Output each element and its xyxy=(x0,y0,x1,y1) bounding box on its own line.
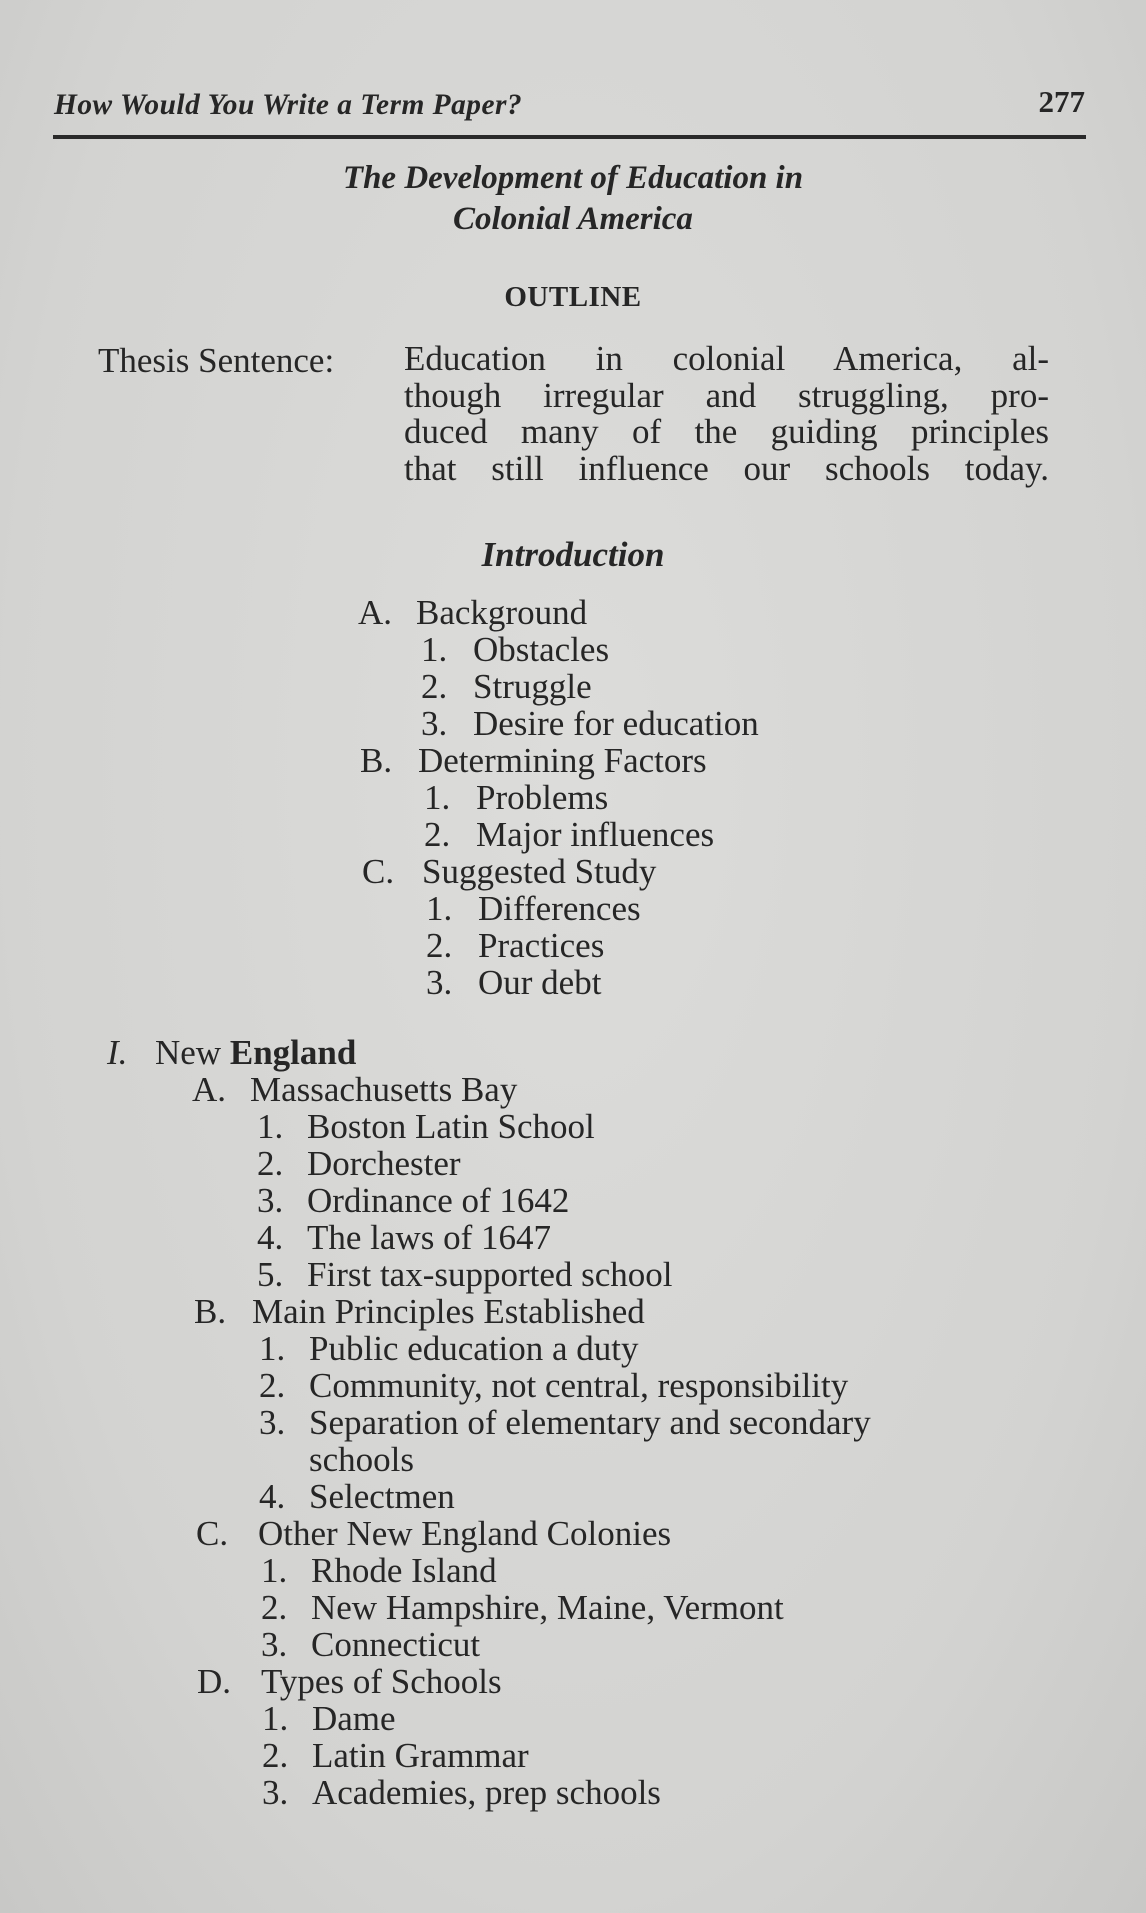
outline-subitem xyxy=(424,816,714,853)
outline-subitem xyxy=(257,1182,569,1219)
item-text: Types of Schools xyxy=(261,1662,502,1701)
item-text: Boston Latin School xyxy=(307,1107,595,1146)
item-text: Struggle xyxy=(473,667,592,706)
outline-subitem xyxy=(261,1552,497,1589)
item-text: Dame xyxy=(312,1699,396,1738)
item-label: C. xyxy=(362,852,395,891)
item-label: A. xyxy=(358,593,393,632)
outline-subitem xyxy=(261,1626,480,1663)
outline-subitem xyxy=(259,1330,639,1367)
item-text: Connecticut xyxy=(311,1625,481,1664)
outline-subitem xyxy=(261,1589,784,1626)
outline-subitem xyxy=(259,1478,455,1515)
item-text: Rhode Island xyxy=(311,1551,497,1590)
outline-item xyxy=(360,742,707,779)
item-label: 4. xyxy=(259,1477,286,1516)
outline-item xyxy=(192,1071,517,1108)
item-text: New Hampshire, Maine, Vermont xyxy=(311,1588,784,1627)
section-heading-word: England xyxy=(229,1033,357,1072)
outline-heading: OUTLINE xyxy=(504,281,642,313)
item-text: Differences xyxy=(478,889,641,928)
section-label: I. xyxy=(107,1033,128,1072)
item-label: 1. xyxy=(262,1699,289,1738)
item-label: 1. xyxy=(421,630,448,669)
item-text: Latin Grammar xyxy=(312,1736,529,1775)
thesis-sentence xyxy=(404,341,1049,488)
outline-item xyxy=(362,853,656,890)
document-title-line-2: Colonial America xyxy=(453,201,693,237)
item-label: 3. xyxy=(262,1773,289,1812)
item-label: B. xyxy=(360,741,393,780)
outline-subitem xyxy=(426,890,641,927)
item-label: 3. xyxy=(259,1403,286,1442)
item-label: 3. xyxy=(421,704,448,743)
item-label: 1. xyxy=(257,1107,284,1146)
document-title-line-1: The Development of Education in xyxy=(342,160,804,196)
thesis-label: Thesis Sentence: xyxy=(98,341,335,380)
thesis-line: that still influence our schools today. xyxy=(404,449,1049,489)
item-text: Main Principles Established xyxy=(252,1292,645,1331)
item-label: 2. xyxy=(421,667,448,706)
outline-subitem xyxy=(257,1108,595,1145)
item-label: 1. xyxy=(424,778,451,817)
item-label: 2. xyxy=(257,1144,284,1183)
outline-item xyxy=(197,1663,502,1700)
item-text: Our debt xyxy=(478,963,602,1002)
running-head-title: How Would You Write a Term Paper? xyxy=(54,88,523,121)
item-text: Dorchester xyxy=(307,1144,461,1183)
item-label: 2. xyxy=(424,815,451,854)
item-label: D. xyxy=(197,1662,232,1701)
outline-subitem xyxy=(424,779,608,816)
item-text: Separation of elementary and secondary xyxy=(309,1403,871,1442)
outline-subitem xyxy=(257,1145,461,1182)
item-label: 5. xyxy=(257,1255,284,1294)
outline-subitem xyxy=(426,964,601,1001)
item-label: 2. xyxy=(262,1736,289,1775)
outline-subitem xyxy=(257,1219,551,1256)
outline-subitem xyxy=(262,1737,529,1774)
item-text: Suggested Study xyxy=(422,852,657,891)
item-text: Determining Factors xyxy=(418,741,707,780)
introduction-heading: Introduction xyxy=(481,535,665,574)
item-text: Ordinance of 1642 xyxy=(307,1181,570,1220)
item-label: 2. xyxy=(261,1588,288,1627)
item-label: 1. xyxy=(261,1551,288,1590)
item-label: B. xyxy=(194,1292,227,1331)
item-text: Massachusetts Bay xyxy=(250,1070,518,1109)
item-label: 2. xyxy=(259,1366,286,1405)
item-label: 1. xyxy=(259,1329,286,1368)
header-rule xyxy=(53,135,1086,139)
item-label: 3. xyxy=(426,963,453,1002)
outline-item xyxy=(194,1293,645,1330)
item-text: Major influences xyxy=(476,815,715,854)
item-label: 2. xyxy=(426,926,453,965)
thesis-line: Education in colonial America, al- xyxy=(404,339,1049,378)
outline-item xyxy=(358,594,587,631)
item-text: Community, not central, responsibility xyxy=(309,1366,849,1405)
item-text: Obstacles xyxy=(473,630,610,669)
outline-subitem xyxy=(262,1700,396,1737)
outline-subitem xyxy=(421,705,759,742)
section-heading-word: New xyxy=(155,1033,222,1072)
thesis-line: duced many of the guiding principles xyxy=(404,412,1049,452)
outline-item xyxy=(196,1515,671,1552)
page-number: 277 xyxy=(1038,84,1085,119)
item-text: Academies, prep schools xyxy=(312,1773,661,1812)
item-text: Background xyxy=(416,593,588,632)
item-label: 4. xyxy=(257,1218,284,1257)
item-text: Public education a duty xyxy=(309,1329,639,1368)
item-label: 3. xyxy=(261,1625,288,1664)
item-label: 3. xyxy=(257,1181,284,1220)
outline-subitem xyxy=(426,927,604,964)
outline-subitem xyxy=(259,1404,871,1441)
item-text: Practices xyxy=(478,926,605,965)
outline-subitem xyxy=(421,668,592,705)
item-text: The laws of 1647 xyxy=(307,1218,551,1257)
thesis-line: though irregular and struggling, pro- xyxy=(404,375,1049,415)
item-text: Desire for education xyxy=(473,704,759,743)
item-text: Other New England Colonies xyxy=(258,1514,672,1553)
item-label: C. xyxy=(196,1514,229,1553)
section-heading xyxy=(107,1034,356,1071)
outline-subitem-continuation: schools xyxy=(309,1440,414,1479)
item-text: Selectmen xyxy=(309,1477,455,1516)
outline-subitem xyxy=(421,631,609,668)
outline-subitem xyxy=(259,1367,848,1404)
item-label: 1. xyxy=(426,889,453,928)
item-label: A. xyxy=(192,1070,227,1109)
outline-subitem xyxy=(262,1774,661,1811)
item-text: First tax-supported school xyxy=(307,1255,673,1294)
item-text: Problems xyxy=(476,778,609,817)
outline-subitem xyxy=(257,1256,673,1293)
